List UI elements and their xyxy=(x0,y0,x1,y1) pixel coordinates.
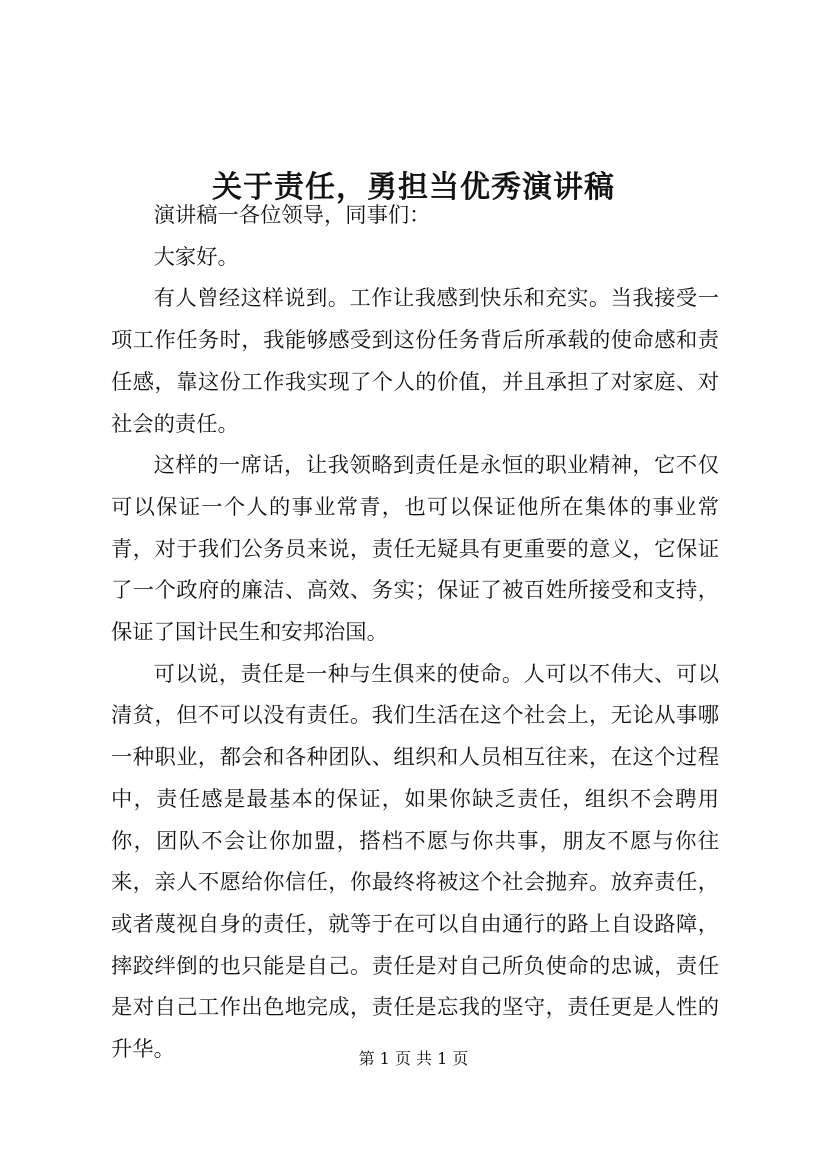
paragraph: 这样的一席话，让我领略到责任是永恒的职业精神，它不仅可以保证一个人的事业常青，也可以保证他所在集体的事业常青，对于我们公务员来说，责任无疑具有更重要的意义，它保证了一个政府的廉洁、高效、务实；保证了被百姓所接受和支持，保证了国计民生和安邦治国。 xyxy=(111,453,719,646)
paragraph: 可以说，责任是一种与生俱来的使命。人可以不伟大、可以清贫，但不可以没有责任。我们生活在这个社会上，无论从事哪一种职业，都会和各种团队、组织和人员相互往来，在这个过程中，责任感是最基本的保证，如果你缺乏责任，组织不会聘用你，团队不会让你加盟，搭档不愿与你共事，朋友不愿与你往来，亲人不愿给你信任，你最终将被这个社会抛弃。放弃责任，或者蔑视自身的责任，就等于在可以自由通行的路上自设路障，摔跤绊倒的也只能是自己。责任是对自己所负使命的忠诚，责任是对自己工作出色地完成，责任是忘我的坚守，责任更是人性的升华。 xyxy=(111,661,719,1063)
paragraph: 有人曾经这样说到。工作让我感到快乐和充实。当我接受一项工作任务时，我能够感受到这份任务背后所承载的使命感和责任感，靠这份工作我实现了个人的价值，并且承担了对家庭、对社会的责任。 xyxy=(111,286,719,437)
paragraph-salutation: 演讲稿一各位领导，同事们： xyxy=(153,203,431,228)
document-title: 关于责任，勇担当优秀演讲稿 xyxy=(212,170,615,206)
page-number-footer: 第 1 页 共 1 页 xyxy=(358,1049,469,1068)
document-body xyxy=(111,195,719,1071)
paragraph-greeting: 大家好。 xyxy=(153,244,239,270)
